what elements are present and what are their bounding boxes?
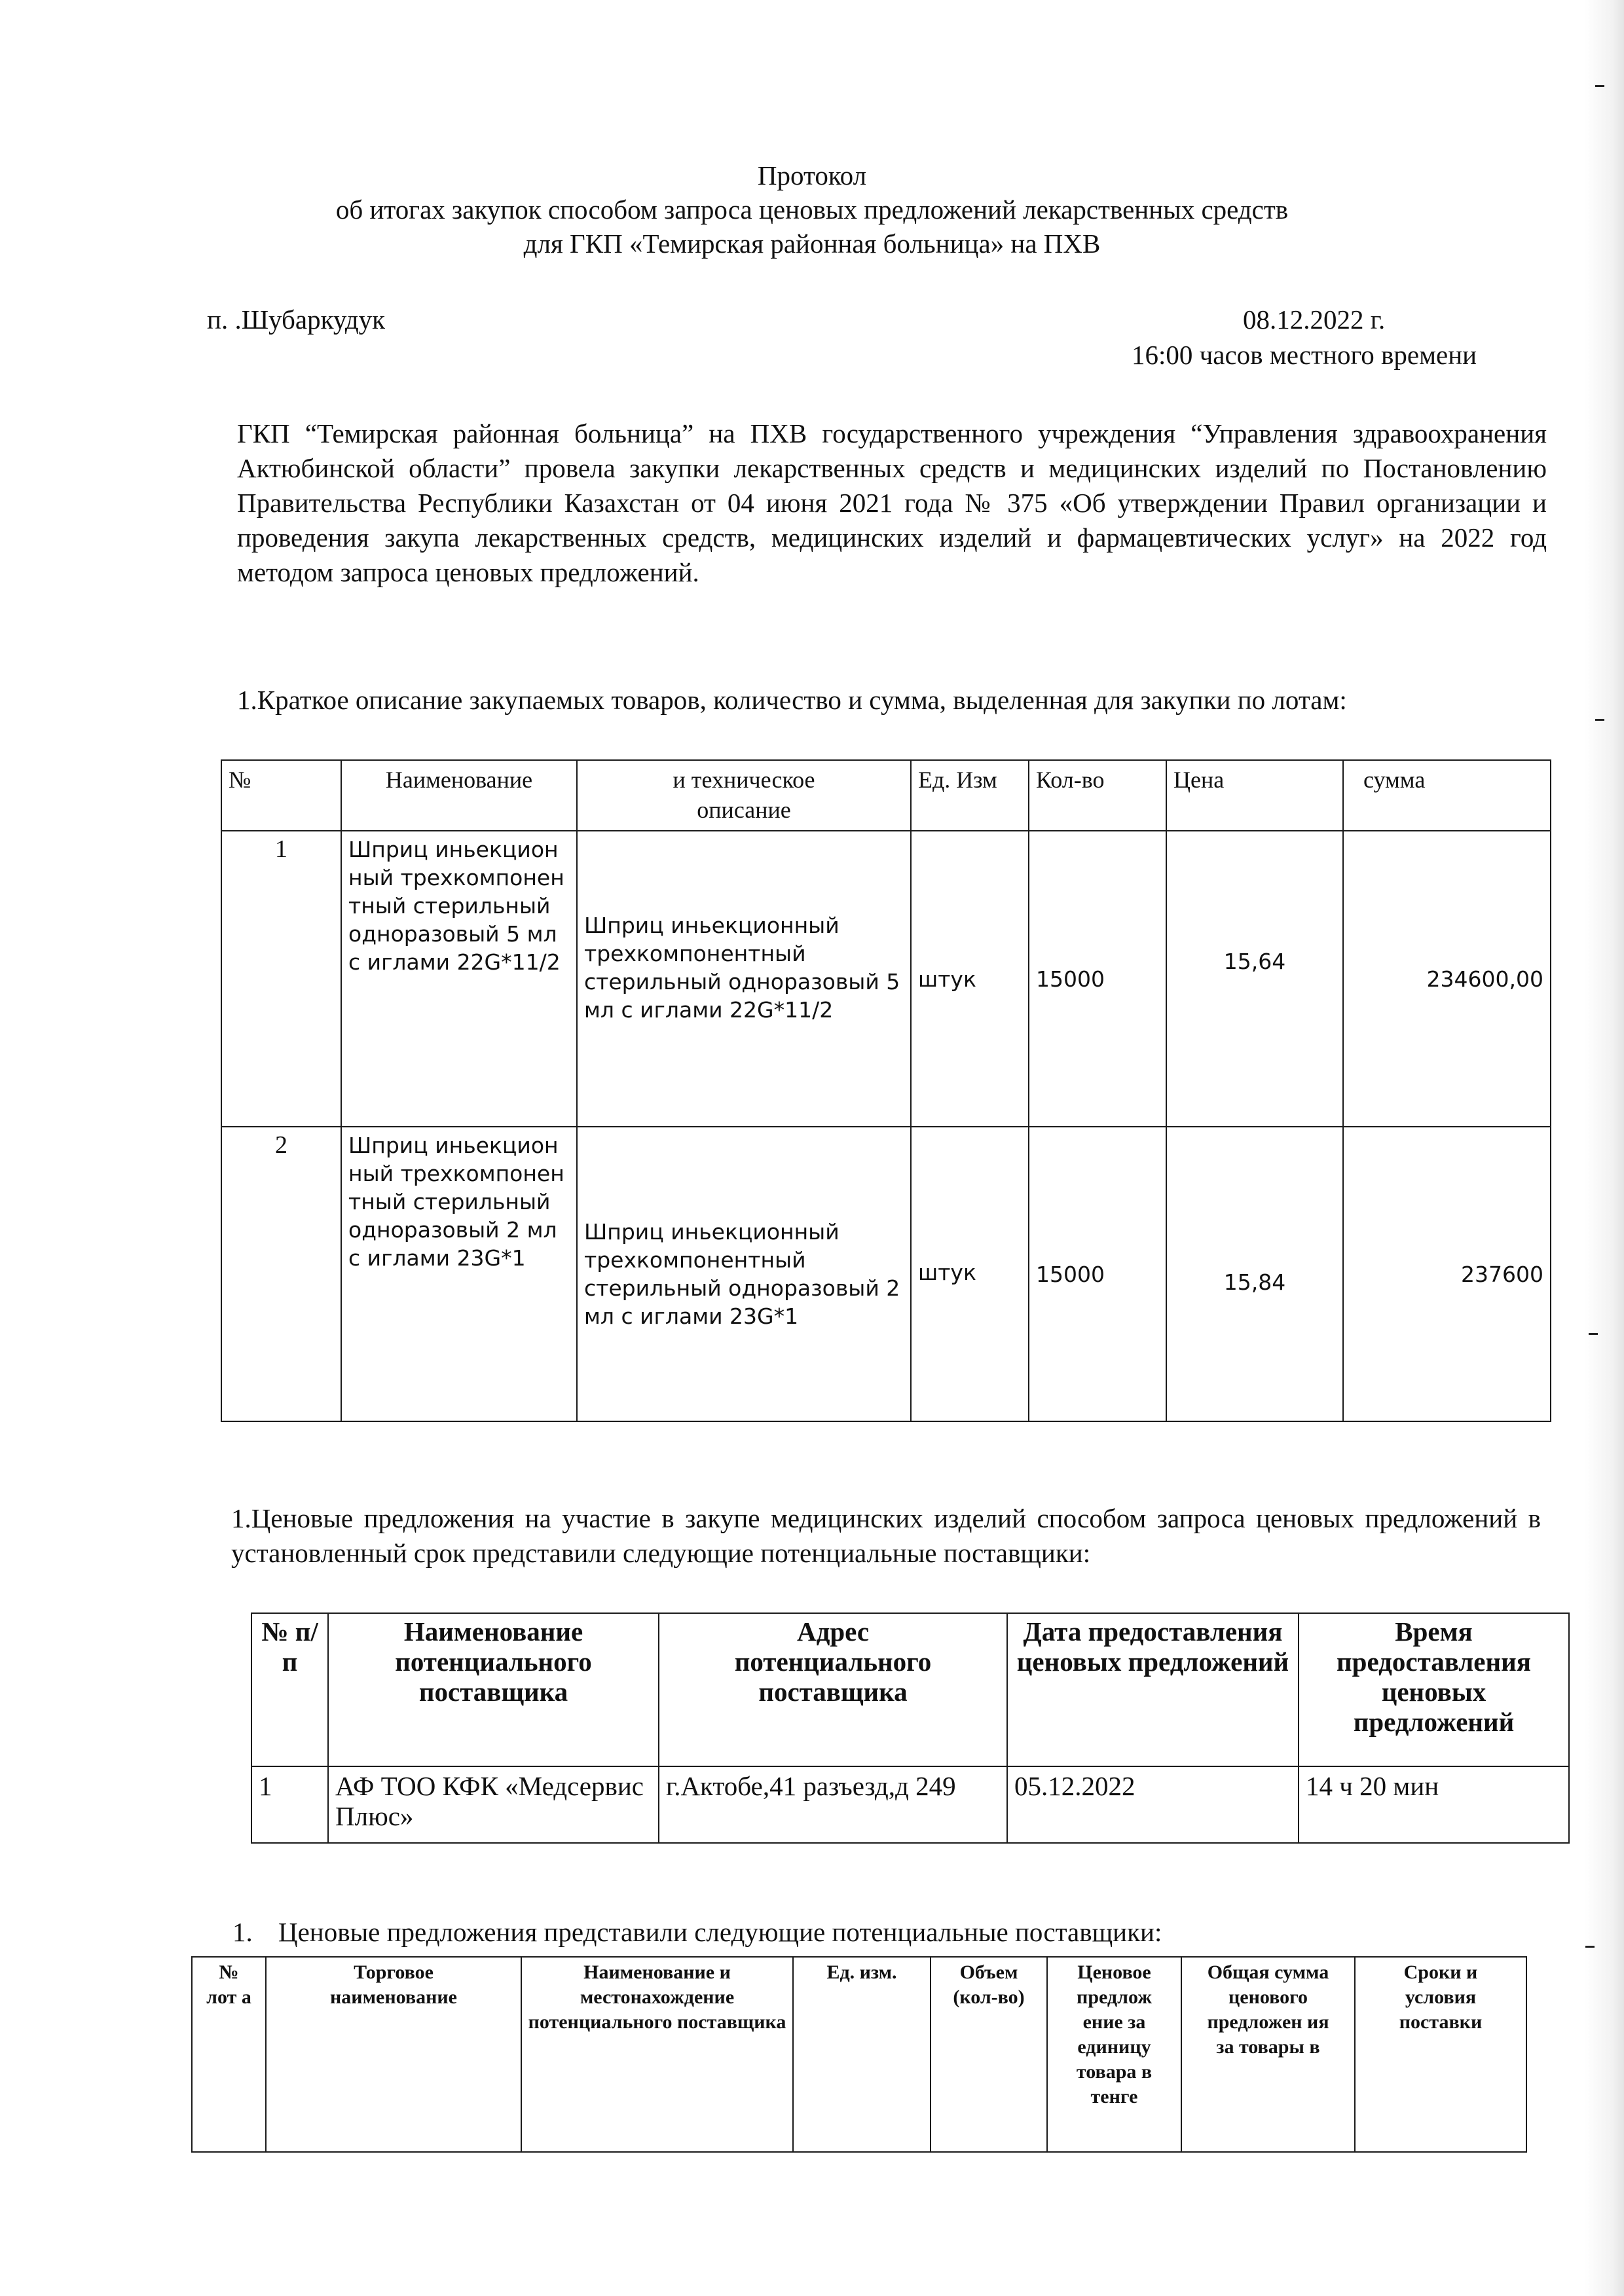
col-unit: Ед. Изм (911, 760, 1029, 831)
row-number: 2 (221, 1127, 341, 1421)
row-price: 15,84 (1166, 1127, 1343, 1421)
row-unit: штук (911, 1127, 1029, 1421)
offers-table-header (192, 1957, 1526, 2152)
row-number: 1 (221, 831, 341, 1127)
table-row (221, 1127, 1551, 1421)
offers-table (191, 1956, 1527, 2153)
row-date: 05.12.2022 (1007, 1766, 1299, 1843)
document-subtitle-line2: для ГКП «Темирская районная больница» на ПХВ (523, 228, 1101, 259)
suppliers-table (251, 1613, 1570, 1844)
col-trade-name: Торговое наименование (266, 1957, 521, 2152)
scan-mark (1589, 1333, 1598, 1335)
col-unit-price: Ценовое предлож ение за единицу товара в тенге (1047, 1957, 1181, 2152)
col-lot-number: № лот а (192, 1957, 266, 2152)
col-supplier-name: Наименование потенциального поставщика (328, 1613, 659, 1766)
row-description: Шприц иньекционный трехкомпонентный стерильный одноразовый 5 мл с иглами 22G*11/2 (577, 831, 911, 1127)
section3-number: 1. (232, 1917, 253, 1947)
row-sum: 237600 (1343, 1127, 1551, 1421)
row-description: Шприц иньекционный трехкомпонентный стерильный одноразовый 2 мл с иглами 23G*1 (577, 1127, 911, 1421)
col-delivery-terms: Сроки и условия поставки (1355, 1957, 1526, 2152)
row-qty: 15000 (1029, 1127, 1166, 1421)
scan-edge-shadow (1585, 0, 1624, 2296)
row-name: Шприц иньекционный трехкомпонентный стерильный одноразовый 5 мл с иглами 22G*11/2 (341, 831, 577, 1127)
col-total-price: Общая сумма ценового предложен ия за товары в (1181, 1957, 1355, 2152)
row-qty: 15000 (1029, 831, 1166, 1127)
row-sum: 234600,00 (1343, 831, 1551, 1127)
document-date: 08.12.2022 г. (1243, 304, 1386, 335)
row-address: г.Актобе,41 разъезд,д 249 (659, 1766, 1007, 1843)
suppliers-table-header (251, 1613, 1569, 1766)
table-row (251, 1766, 1569, 1843)
row-unit: штук (911, 831, 1029, 1127)
lots-table-header (221, 760, 1551, 831)
row-name: Шприц иньекционный трехкомпонентный стерильный одноразовый 2 мл с иглами 23G*1 (341, 1127, 577, 1421)
row-price: 15,64 (1166, 831, 1343, 1127)
section2-heading: 1.Ценовые предложения на участие в закупе медицинских изделий способом запроса ценовых предложений в установленный срок представили следующие потенциальные поставщики: (231, 1503, 1541, 1568)
col-name: Наименование (341, 760, 577, 831)
col-unit: Ед. изм. (793, 1957, 931, 2152)
place-label: п. .Шубаркудук (207, 304, 386, 335)
section1-heading: 1.Краткое описание закупаемых товаров, количество и сумма, выделенная для закупки по лотам: (237, 685, 1347, 715)
scan-mark (1595, 85, 1604, 87)
col-price: Цена (1166, 760, 1343, 831)
lots-table (221, 759, 1551, 1422)
col-number: № п/п (251, 1613, 328, 1766)
scan-mark (1585, 1946, 1595, 1948)
col-supplier-name-location: Наименование и местонахождение потенциального поставщика (521, 1957, 793, 2152)
table-row (221, 831, 1551, 1127)
col-volume: Объем (кол-во) (931, 1957, 1047, 2152)
document-subtitle-line1: об итогах закупок способом запроса ценовых предложений лекарственных средств (335, 194, 1289, 225)
row-supplier: АФ ТОО КФК «Медсервис Плюс» (328, 1766, 659, 1843)
scan-mark (1595, 719, 1604, 721)
intro-paragraph: ГКП “Темирская районная больница” на ПХВ государственного учреждения “Управления здравоохранения Актюбинской области” провела закупки лекарственных средств и медицинских изделий по Постановлению Правительства Республики Казахстан от 04 июня 2021 года № 375 «Об утверждении Правил организации и проведения закупа лекарственных средств, медицинских изделий и фармацевтических услуг» на 2022 год методом запроса ценовых предложений. (237, 418, 1547, 587)
col-submission-time: Время предоставления ценовых предложений (1299, 1613, 1569, 1766)
document-title: Протокол (757, 160, 867, 191)
col-description: и техническое описание (577, 760, 911, 831)
col-supplier-address: Адрес потенциального поставщика (659, 1613, 1007, 1766)
col-submission-date: Дата предоставления ценовых предложений (1007, 1613, 1299, 1766)
col-number: № (221, 760, 341, 831)
row-number: 1 (251, 1766, 328, 1843)
section3-heading: Ценовые предложения представили следующие потенциальные поставщики: (278, 1917, 1162, 1947)
col-sum: сумма (1343, 760, 1551, 831)
row-time: 14 ч 20 мин (1299, 1766, 1569, 1843)
col-qty: Кол-во (1029, 760, 1166, 831)
document-time: 16:00 часов местного времени (1132, 340, 1477, 370)
